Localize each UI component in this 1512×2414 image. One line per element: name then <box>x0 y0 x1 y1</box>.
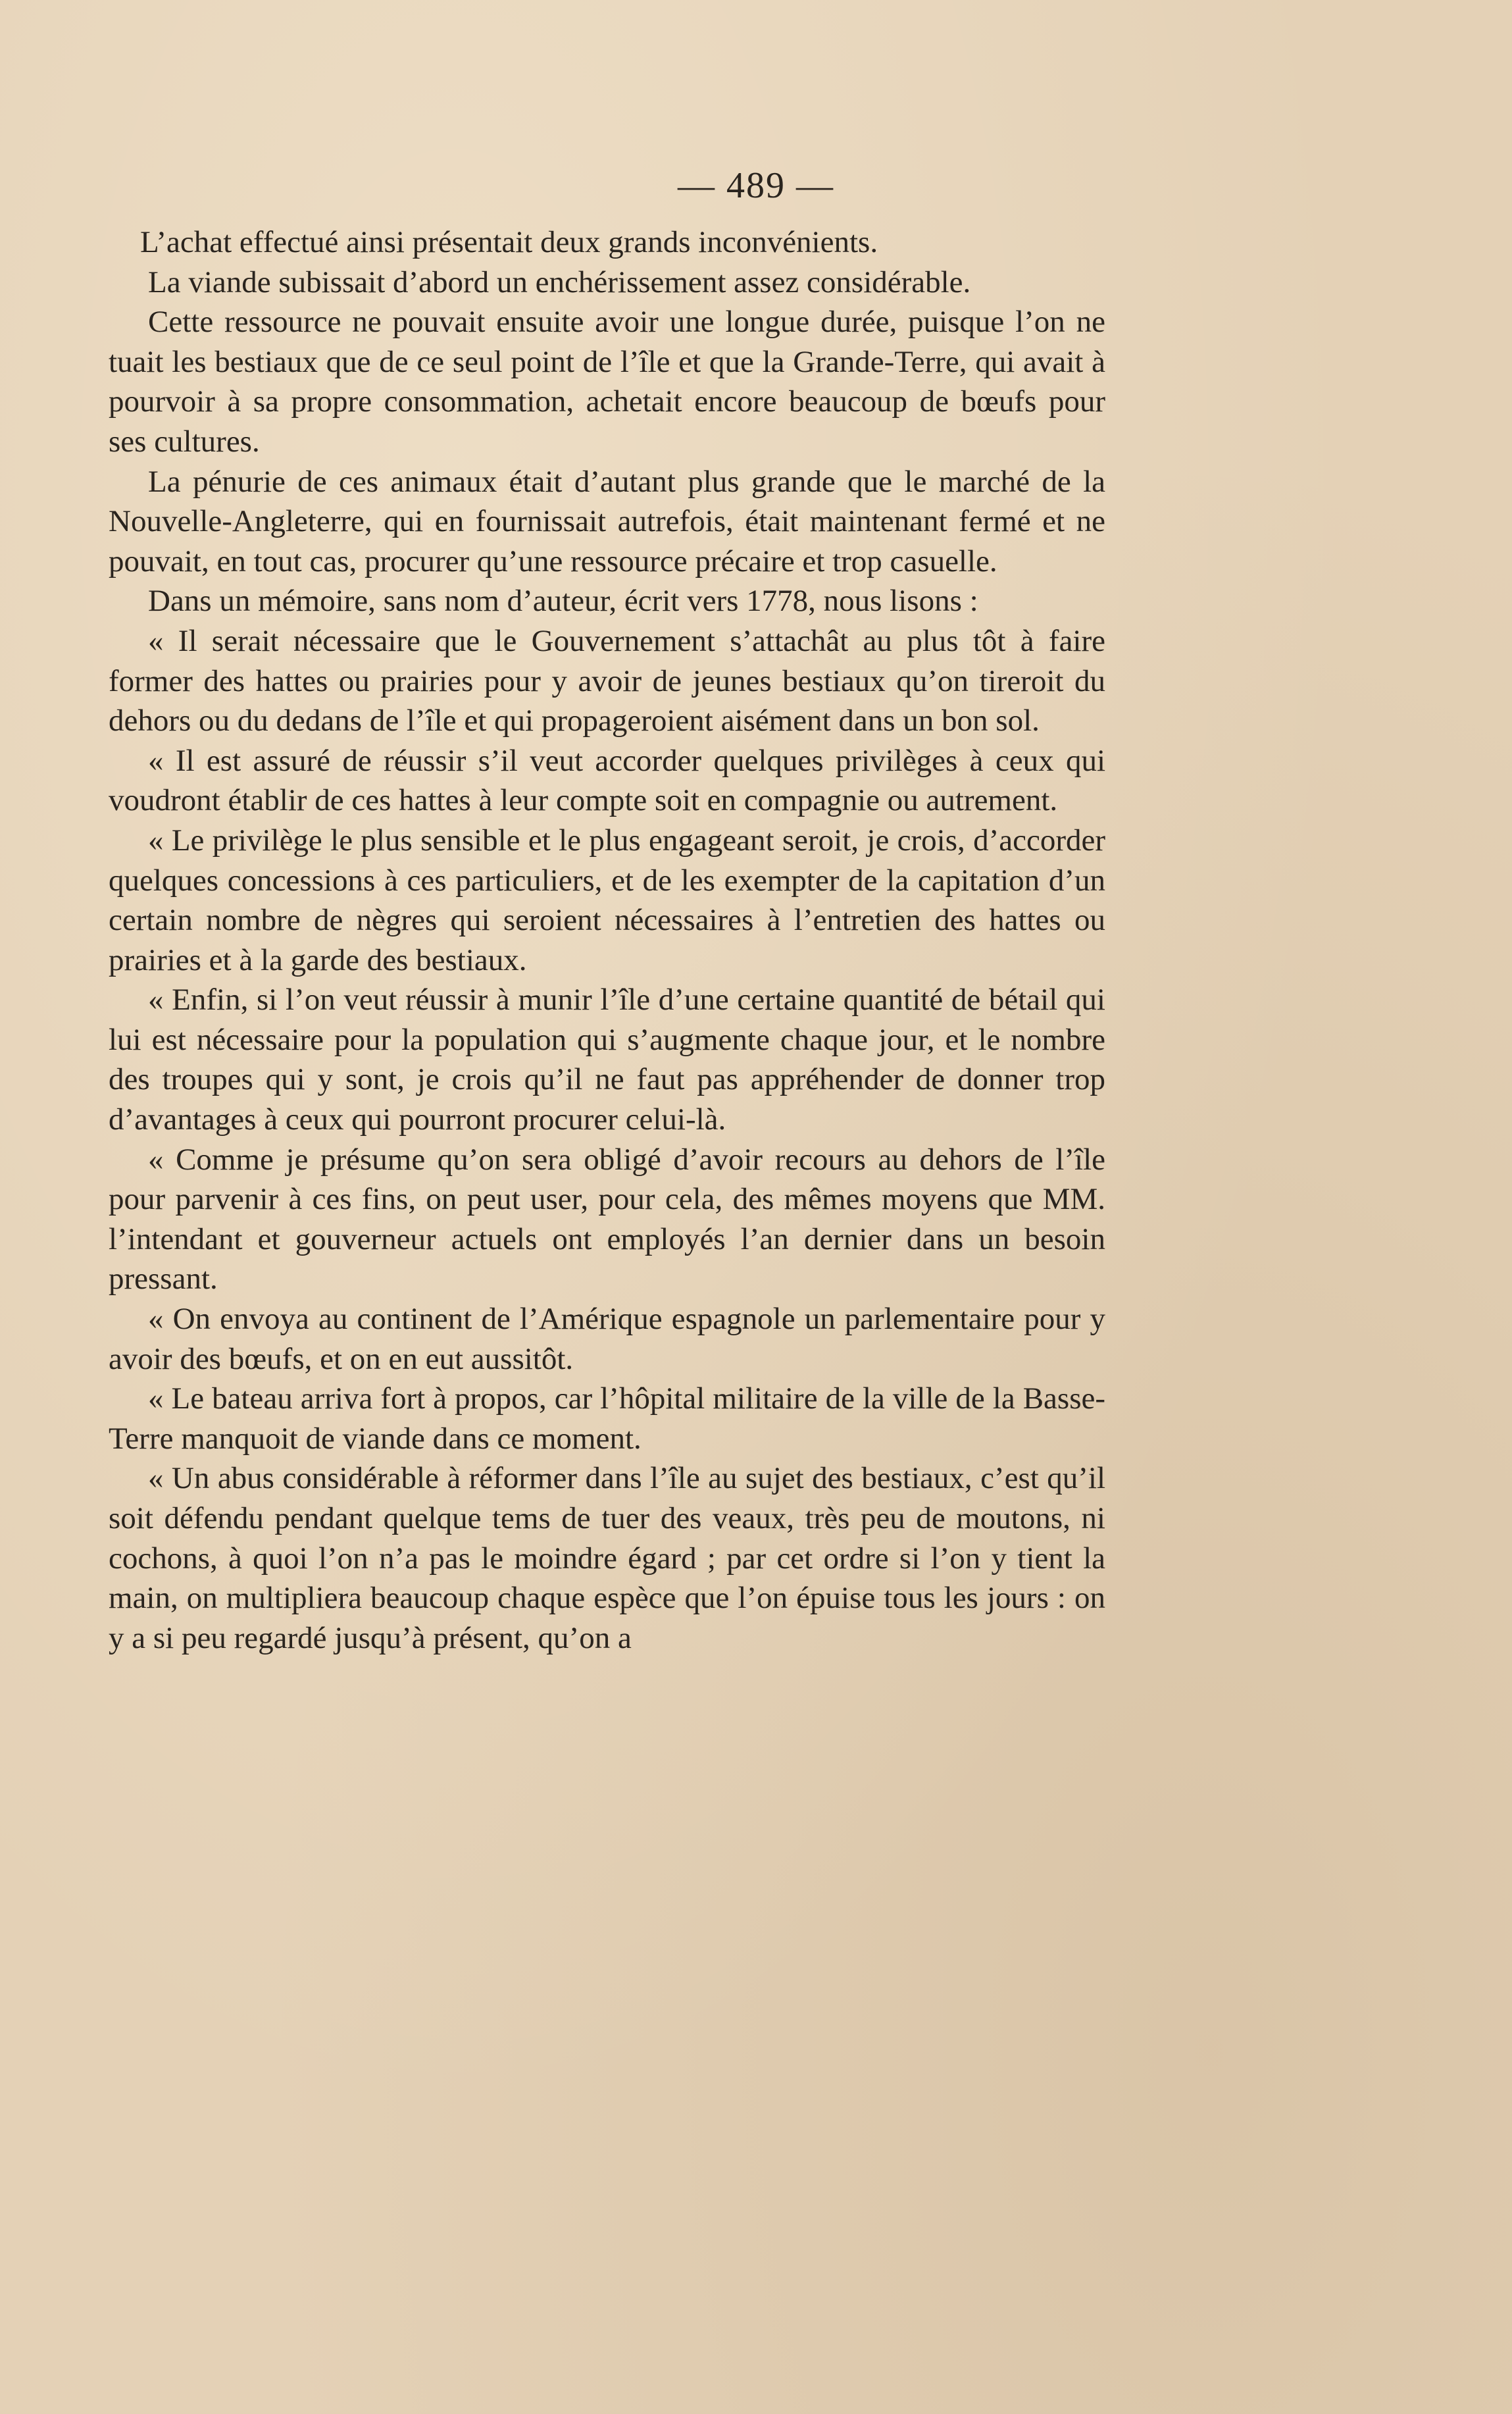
quoted-paragraph: « Comme je présume qu’on sera obligé d’avoir recours au dehors de l’île pour parvenir à ces fins, on peut user, pour cela, des mêmes moyens que MM. l’intendant et gouverneur actuels ont employés l’an dernier dans un besoin pressant. <box>109 1142 1105 1297</box>
quoted-paragraph: « Le privilège le plus sensible et le plus engageant seroit, je crois, d’accorder quelques concessions à ces particuliers, et de les exempter de la capitation d’un certain nombre de nègres qui seroient nécessaires à l’entretien des hattes ou prairies et à la garde des bestiaux. <box>109 823 1105 977</box>
quoted-paragraph: « Il serait nécessaire que le Gouvernement s’attachât au plus tôt à faire former des hattes ou prairies pour y avoir de jeunes bestiaux qu’on tireroit du dehors ou du dedans de l’île et qui propageroient aisément dans un bon sol. <box>109 623 1105 738</box>
paragraph: La viande subissait d’abord un enchérissement assez considérable. <box>148 265 971 299</box>
quoted-paragraph: « Il est assuré de réussir s’il veut accorder quelques privilèges à ceux qui voudront établir de ces hattes à leur compte soit en compagnie ou autrement. <box>109 743 1105 818</box>
page-number: — 489 — <box>678 165 834 206</box>
paragraph: Dans un mémoire, sans nom d’auteur, écrit vers 1778, nous lisons : <box>148 584 978 619</box>
paragraph: La pénurie de ces animaux était d’autant plus grande que le marché de la Nouvelle-Angleterre, qui en fournissait autrefois, était maintenant fermé et ne pouvait, en tout cas, procurer qu’une ressource précaire et trop casuelle. <box>109 464 1105 578</box>
quoted-paragraph: « Enfin, si l’on veut réussir à munir l’île d’une certaine quantité de bétail qui lui est nécessaire pour la population qui s’augmente chaque jour, et le nombre des troupes qui y sont, je crois qu’il ne faut pas appréhender de donner trop d’avantages à ceux qui pourront procurer celui-là. <box>109 983 1105 1137</box>
body-text <box>109 222 1105 1658</box>
paragraph: Cette ressource ne pouvait ensuite avoir une longue durée, puisque l’on ne tuait les bestiaux que de ce seul point de l’île et que la Grande-Terre, qui avait à pourvoir à sa propre consommation, achetait encore beaucoup de bœufs pour ses cultures. <box>109 305 1105 459</box>
quoted-paragraph: « Un abus considérable à réformer dans l’île au sujet des bestiaux, c’est qu’il soit défendu pendant quelque tems de tuer des veaux, très peu de moutons, ni cochons, à quoi l’on n’a pas le moindre égard ; par cet ordre si l’on y tient la main, on multipliera beaucoup chaque espèce que l’on épuise tous les jours : on y a si peu regardé jusqu’à présent, qu’on a <box>109 1461 1105 1655</box>
paragraph: L’achat effectué ainsi présentait deux grands inconvénients. <box>140 225 878 259</box>
quoted-paragraph: « Le bateau arriva fort à propos, car l’hôpital militaire de la ville de la Basse-Terre manquoit de viande dans ce moment. <box>109 1381 1105 1456</box>
quoted-paragraph: « On envoya au continent de l’Amérique espagnole un parlementaire pour y avoir des bœufs, et on en eut aussitôt. <box>109 1302 1105 1376</box>
